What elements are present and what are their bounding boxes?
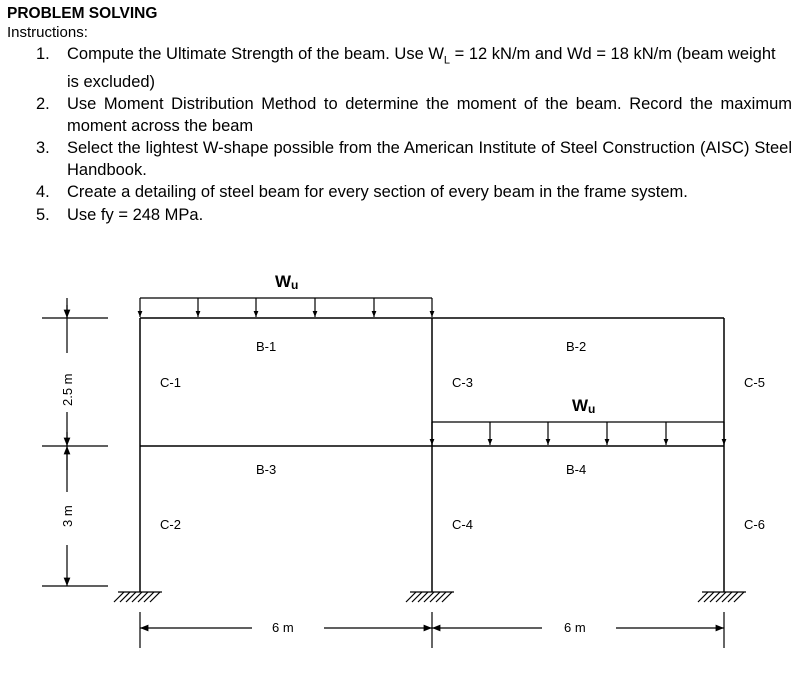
- fixed-support-middle: [406, 592, 454, 602]
- beam-label-b4: B-4: [566, 462, 587, 477]
- instruction-number: 3.: [36, 139, 50, 158]
- instruction-number: 2.: [36, 95, 50, 114]
- distributed-load-b4: [432, 422, 724, 445]
- instruction-text: Create a detailing of steel beam for every section of every beam in the frame system.: [67, 183, 688, 202]
- vertical-dimension: [42, 298, 108, 586]
- subscript-l: L: [443, 54, 451, 67]
- dimension-label-lower-storey: 3 m: [60, 505, 75, 527]
- instruction-text: Use Moment Distribution Method to determine the moment of the beam. Record the maximum moment across the beam: [67, 95, 792, 135]
- fixed-support-left: [114, 592, 162, 602]
- column-label-c3: C-3: [452, 375, 473, 390]
- column-label-c2: C-2: [160, 517, 181, 532]
- dimension-label-upper-storey: 2.5 m: [60, 373, 75, 406]
- beam-label-b3: B-3: [256, 462, 277, 477]
- instruction-text-part: Compute the Ultimate Strength of the beam. Use W: [67, 45, 444, 63]
- dimension-label-right-bay: 6 m: [564, 620, 586, 635]
- load-label-b4: Wu: [572, 396, 596, 416]
- horizontal-dimension: [140, 612, 724, 648]
- page-title: PROBLEM SOLVING: [7, 5, 158, 22]
- column-label-c5: C-5: [744, 375, 765, 390]
- fixed-support-right: [698, 592, 746, 602]
- load-label-b1: Wu: [275, 272, 299, 292]
- beam-label-b2: B-2: [566, 339, 587, 354]
- instruction-number: 5.: [36, 205, 50, 224]
- instruction-text-part: = 12 kN/m and Wd = 18 kN/m (beam weight is excluded): [67, 45, 776, 91]
- dimension-label-left-bay: 6 m: [272, 620, 294, 635]
- distributed-load-b1: [140, 298, 432, 317]
- instruction-text: Use fy = 248 MPa.: [67, 205, 204, 224]
- column-label-c6: C-6: [744, 517, 765, 532]
- instruction-text: Select the lightest W-shape possible from the American Institute of Steel Construction (AISC) Steel Handbook.: [67, 139, 792, 179]
- beam-label-b1: B-1: [256, 339, 277, 354]
- instruction-number: 4.: [36, 183, 50, 202]
- column-label-c4: C-4: [452, 517, 473, 532]
- column-label-c1: C-1: [160, 375, 181, 390]
- instruction-number: 1.: [36, 45, 50, 63]
- instructions-heading: Instructions:: [7, 24, 88, 41]
